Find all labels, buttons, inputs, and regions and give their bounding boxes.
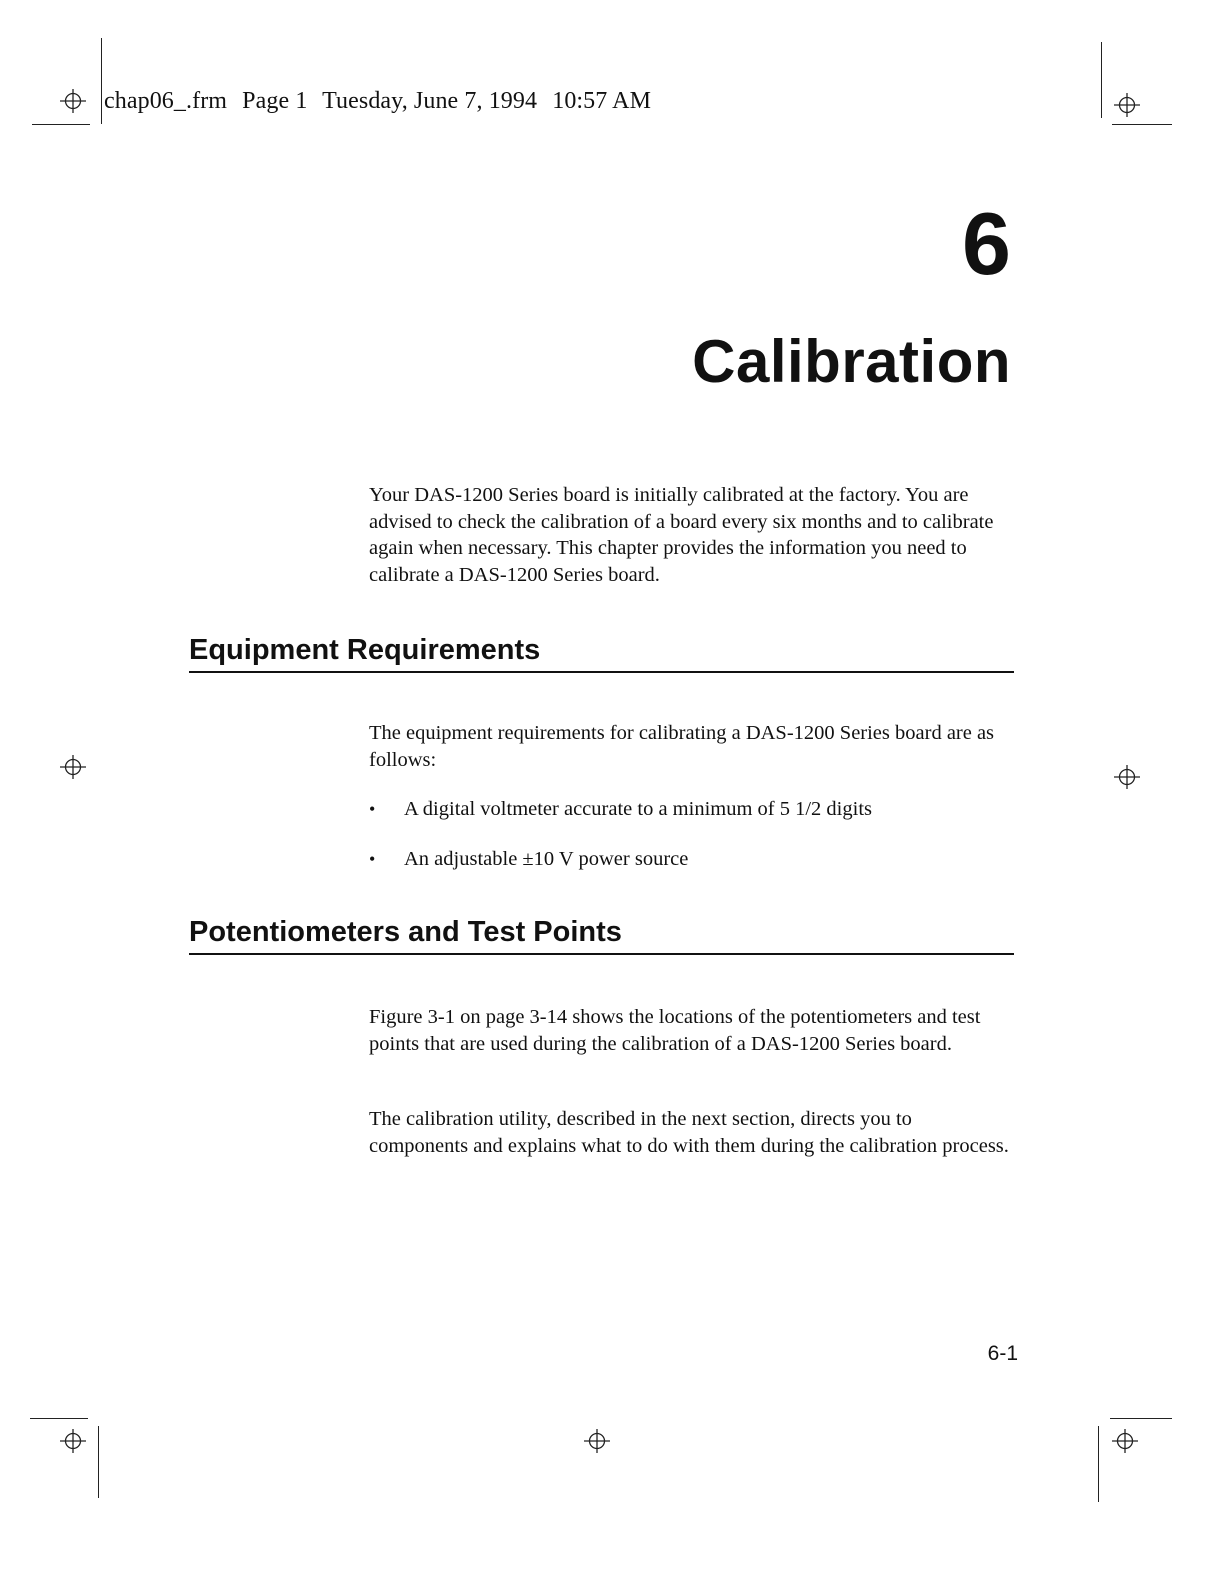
header-time: 10:57 AM [552, 88, 652, 114]
page-header [104, 88, 660, 115]
crop-mark-top-right-vertical [1101, 42, 1102, 118]
potentiometers-paragraph-2: The calibration utility, described in the next section, directs you to components and explains what to do with them during the calibration process. [369, 1108, 1009, 1157]
registration-mark-icon [60, 88, 86, 114]
crop-mark-bottom-left-vertical [98, 1426, 99, 1498]
header-file-name: chap06_.frm [104, 88, 228, 114]
page-number: 6-1 [987, 1342, 1018, 1365]
bullet-icon: • [369, 849, 376, 869]
crop-mark-top-left-vertical [101, 38, 102, 124]
registration-mark-icon [1114, 764, 1140, 790]
registration-mark-icon [1114, 92, 1140, 118]
intro-paragraph: Your DAS-1200 Series board is initially calibrated at the factory. You are advised to check the calibration of a board every six months and to calibrate again when necessary. This chapter provides the information you need to calibrate a DAS-1200 Series board. [369, 484, 994, 586]
chapter-title: Calibration [692, 328, 1011, 395]
header-date: Tuesday, June 7, 1994 [322, 88, 538, 114]
header-page: Page 1 [242, 88, 308, 114]
crop-mark-bottom-right-horizontal [1110, 1418, 1172, 1419]
list-item [369, 846, 1014, 872]
registration-mark-icon [584, 1428, 610, 1454]
crop-mark-top-right-horizontal [1112, 124, 1172, 125]
chapter-number: 6 [962, 194, 1011, 293]
potentiometers-paragraph-1: Figure 3-1 on page 3-14 shows the locations of the potentiometers and test points that are used during the calibration of a DAS-1200 Series board. [369, 1006, 981, 1055]
section-heading-equipment: Equipment Requirements [189, 636, 1014, 673]
list-item [369, 796, 1014, 822]
registration-mark-icon [1112, 1428, 1138, 1454]
registration-mark-icon [60, 754, 86, 780]
crop-mark-bottom-left-horizontal [30, 1418, 88, 1419]
equipment-lead-paragraph: The equipment requirements for calibrating a DAS-1200 Series board are as follows: [369, 722, 995, 771]
section-heading-potentiometers: Potentiometers and Test Points [189, 918, 1014, 955]
bullet-icon: • [369, 799, 376, 819]
registration-mark-icon [60, 1428, 86, 1454]
crop-mark-bottom-right-vertical [1098, 1426, 1099, 1502]
crop-mark-top-left-horizontal [32, 124, 90, 125]
list-item-text: A digital voltmeter accurate to a minimum of 5 1/2 digits [404, 798, 872, 820]
list-item-text: An adjustable ±10 V power source [404, 848, 689, 870]
